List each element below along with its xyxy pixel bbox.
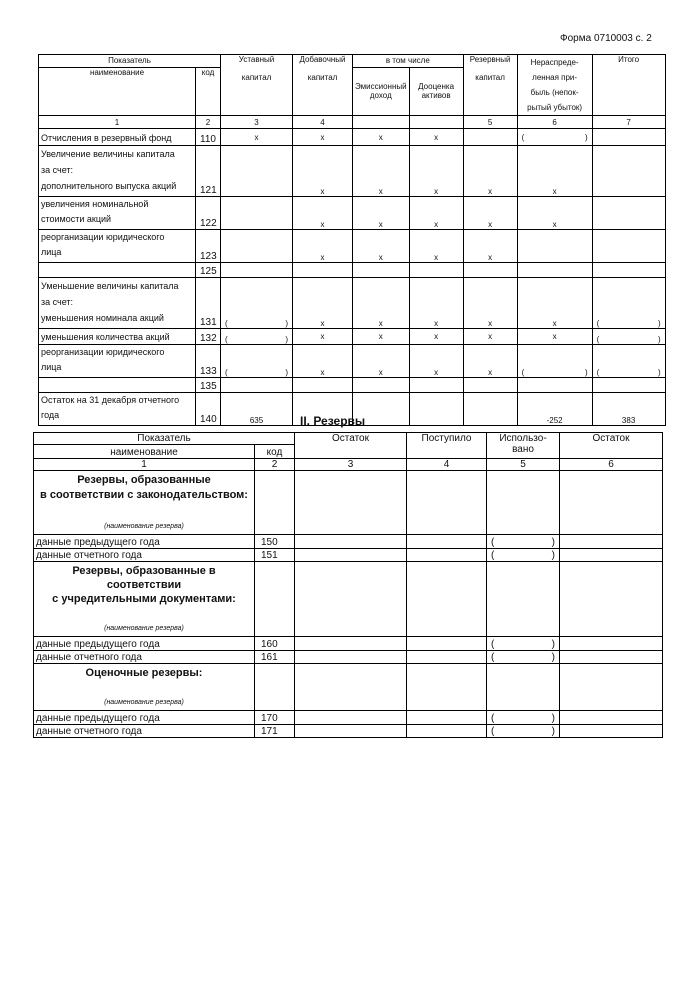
table-row <box>39 329 666 345</box>
x-mark: x <box>293 345 353 378</box>
header-indicator: Показатель <box>34 433 295 445</box>
row-code: 161 <box>255 651 295 664</box>
paren-cell: ( ) <box>221 278 293 329</box>
x-mark: x <box>409 146 463 197</box>
cell <box>407 664 487 711</box>
row-label: Отчисления в резервный фонд <box>39 129 196 146</box>
cell <box>255 471 295 535</box>
cell <box>295 664 407 711</box>
cell <box>293 263 353 278</box>
col-num: 5 <box>463 116 517 129</box>
group-title: Оценочные резервы: (наименование резерва) <box>34 664 255 711</box>
row-code: 123 <box>196 230 221 263</box>
cell <box>517 263 592 278</box>
row-label: данные отчетного года <box>34 549 255 562</box>
table-row <box>34 711 663 725</box>
col-num: 3 <box>221 116 293 129</box>
x-mark: x <box>517 197 592 230</box>
header-balance-start: Остаток <box>295 433 407 459</box>
row-label: реорганизации юридического лица <box>39 345 196 378</box>
cell <box>221 146 293 197</box>
row-label: Уменьшение величины капитала за счет: уменьшения номинала акций <box>39 278 196 329</box>
table-row <box>39 197 666 230</box>
header-additional: Добавочный капитал <box>293 55 353 116</box>
cell <box>221 197 293 230</box>
col-num: 1 <box>39 116 196 129</box>
cell <box>295 549 407 562</box>
table-row <box>34 535 663 549</box>
cell <box>295 535 407 549</box>
cell <box>487 471 560 535</box>
header-name: наименование <box>34 445 255 459</box>
header-used: Использо- вано <box>487 433 560 459</box>
cell <box>295 711 407 725</box>
cell <box>407 471 487 535</box>
paren-cell: ( ) <box>487 549 560 562</box>
cell <box>463 263 517 278</box>
paren-cell: ( ) <box>487 651 560 664</box>
col-num: 2 <box>196 116 221 129</box>
cell <box>592 230 665 263</box>
row-code: 170 <box>255 711 295 725</box>
cell <box>407 725 487 738</box>
cell <box>560 535 663 549</box>
cell <box>517 230 592 263</box>
row-label <box>39 263 196 278</box>
table-row <box>34 725 663 738</box>
table-row <box>34 549 663 562</box>
row-code: 131 <box>196 278 221 329</box>
cell <box>221 263 293 278</box>
row-label: увеличения номинальной стоимости акций <box>39 197 196 230</box>
col-num: 1 <box>34 459 255 471</box>
cell <box>293 378 353 393</box>
cell <box>295 637 407 651</box>
form-number: Форма 0710003 с. 2 <box>560 33 652 44</box>
x-mark: x <box>293 146 353 197</box>
row-code: 140 <box>196 393 221 426</box>
row-code: 122 <box>196 197 221 230</box>
paren-cell: ( ) <box>487 535 560 549</box>
paren-cell: ( ) <box>517 129 592 146</box>
x-mark: x <box>463 230 517 263</box>
cell <box>407 549 487 562</box>
cell <box>560 637 663 651</box>
row-label: данные отчетного года <box>34 725 255 738</box>
cell <box>353 263 410 278</box>
paren-cell: ( ) <box>517 345 592 378</box>
x-mark: x <box>353 129 410 146</box>
header-reserve: Резервный капитал <box>463 55 517 116</box>
col-num: 4 <box>407 459 487 471</box>
x-mark: x <box>293 278 353 329</box>
row-label: уменьшения количества акций <box>39 329 196 345</box>
x-mark: x <box>353 329 410 345</box>
paren-cell: ( ) <box>221 345 293 378</box>
row-code: 171 <box>255 725 295 738</box>
reserves-table <box>33 432 663 738</box>
col-num: 6 <box>560 459 663 471</box>
x-mark: x <box>517 329 592 345</box>
x-mark: x <box>463 329 517 345</box>
row-code: 121 <box>196 146 221 197</box>
header-received: Поступило <box>407 433 487 459</box>
cell <box>407 711 487 725</box>
row-label: данные предыдущего года <box>34 637 255 651</box>
cell <box>221 230 293 263</box>
row-code: 125 <box>196 263 221 278</box>
row-code: 110 <box>196 129 221 146</box>
cell <box>560 725 663 738</box>
x-mark: x <box>463 146 517 197</box>
cell <box>517 378 592 393</box>
x-mark: x <box>517 278 592 329</box>
header-code: код <box>196 67 221 115</box>
table-row <box>39 278 666 329</box>
x-mark: x <box>293 197 353 230</box>
paren-cell: ( ) <box>487 725 560 738</box>
cell <box>221 378 293 393</box>
group-title: Резервы, образованные в соответствии с учредительными документами: (наименование резерва) <box>34 562 255 637</box>
cell <box>407 562 487 637</box>
table-row <box>39 129 666 146</box>
cell <box>463 378 517 393</box>
paren-cell: ( ) <box>487 637 560 651</box>
paren-cell: ( ) <box>487 711 560 725</box>
paren-cell: ( ) <box>592 329 665 345</box>
col-num <box>353 116 410 129</box>
table-row <box>39 263 666 278</box>
cell <box>463 393 517 426</box>
x-mark: x <box>293 329 353 345</box>
header-charter: Уставный капитал <box>221 55 293 116</box>
total-value: 383 <box>592 393 665 426</box>
row-code: 135 <box>196 378 221 393</box>
cell <box>463 129 517 146</box>
cell <box>487 562 560 637</box>
header-total: Итого <box>592 55 665 116</box>
row-code: 150 <box>255 535 295 549</box>
x-mark: x <box>221 129 293 146</box>
row-label: данные предыдущего года <box>34 535 255 549</box>
cell <box>560 711 663 725</box>
cell <box>295 471 407 535</box>
header-retained: Нераспреде- ленная при- быль (непок- рытый убыток) <box>517 55 592 116</box>
col-num: 3 <box>295 459 407 471</box>
header-name: наименование <box>39 67 196 115</box>
cell <box>592 146 665 197</box>
cell <box>409 378 463 393</box>
row-code: 133 <box>196 345 221 378</box>
cell <box>560 651 663 664</box>
col-num: 4 <box>293 116 353 129</box>
x-mark: x <box>409 129 463 146</box>
retained-value: -252 <box>517 393 592 426</box>
x-mark: x <box>409 345 463 378</box>
table-row <box>34 637 663 651</box>
cell <box>295 725 407 738</box>
x-mark: x <box>463 278 517 329</box>
table-row <box>39 230 666 263</box>
group-title: Резервы, образованные в соответствии с законодательством: (наименование резерва) <box>34 471 255 535</box>
cell <box>560 562 663 637</box>
x-mark: x <box>293 129 353 146</box>
x-mark: x <box>517 146 592 197</box>
cell <box>592 197 665 230</box>
cell <box>407 637 487 651</box>
cell <box>353 378 410 393</box>
col-num <box>409 116 463 129</box>
cell <box>592 129 665 146</box>
cell <box>409 263 463 278</box>
row-label <box>39 378 196 393</box>
row-code: 132 <box>196 329 221 345</box>
table-row <box>39 378 666 393</box>
header-code: код <box>255 445 295 459</box>
paren-cell: ( ) <box>221 329 293 345</box>
x-mark: x <box>409 230 463 263</box>
x-mark: x <box>409 278 463 329</box>
header-emission: Эмиссионный доход <box>353 67 410 115</box>
cell <box>560 471 663 535</box>
section-title: II. Резервы <box>300 414 366 428</box>
charter-value: 635 <box>221 393 293 426</box>
table-row <box>34 651 663 664</box>
table-row <box>39 345 666 378</box>
cell <box>255 562 295 637</box>
row-label: Остаток на 31 декабря отчетного года <box>39 393 196 426</box>
x-mark: x <box>463 345 517 378</box>
x-mark: x <box>409 329 463 345</box>
header-including: в том числе <box>353 55 464 68</box>
x-mark: x <box>293 230 353 263</box>
col-num: 5 <box>487 459 560 471</box>
header-balance-end: Остаток <box>560 433 663 459</box>
cell <box>409 393 463 426</box>
col-num: 6 <box>517 116 592 129</box>
cell <box>560 664 663 711</box>
col-num: 2 <box>255 459 295 471</box>
x-mark: x <box>353 146 410 197</box>
row-label: данные отчетного года <box>34 651 255 664</box>
paren-cell: ( ) <box>592 345 665 378</box>
paren-cell: ( ) <box>592 278 665 329</box>
cell <box>592 263 665 278</box>
row-code: 151 <box>255 549 295 562</box>
row-label: Увеличение величины капитала за счет: дополнительного выпуска акций <box>39 146 196 197</box>
col-num: 7 <box>592 116 665 129</box>
x-mark: x <box>353 197 410 230</box>
capital-changes-table <box>38 54 666 426</box>
x-mark: x <box>463 197 517 230</box>
header-revaluation: Дооценка активов <box>409 67 463 115</box>
cell <box>295 651 407 664</box>
x-mark: x <box>353 278 410 329</box>
x-mark: x <box>409 197 463 230</box>
cell <box>255 664 295 711</box>
cell <box>407 535 487 549</box>
x-mark: x <box>353 230 410 263</box>
x-mark: x <box>353 345 410 378</box>
cell <box>592 378 665 393</box>
row-label: данные предыдущего года <box>34 711 255 725</box>
row-label: реорганизации юридического лица <box>39 230 196 263</box>
cell <box>560 549 663 562</box>
cell <box>295 562 407 637</box>
cell <box>407 651 487 664</box>
cell <box>487 664 560 711</box>
row-code: 160 <box>255 637 295 651</box>
table-row <box>39 146 666 197</box>
header-indicator: Показатель <box>39 55 221 68</box>
